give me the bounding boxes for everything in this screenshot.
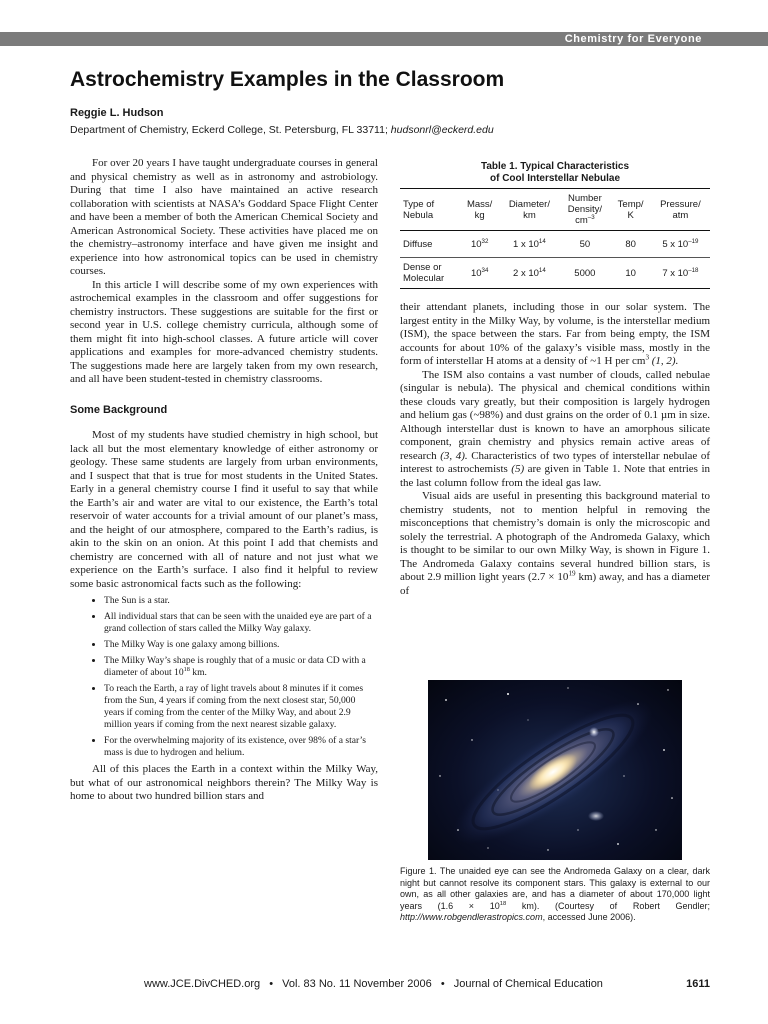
nebulae-table <box>400 188 710 289</box>
cell-mass: $10^{34}$ <box>470 266 489 279</box>
table-caption <box>400 161 710 185</box>
col-header-type: Type of Nebula <box>400 189 460 231</box>
footer-url[interactable]: www.JCE.DivCHED.org <box>144 978 261 990</box>
list-item: • The Milky Way is one galaxy among billions. <box>104 639 378 651</box>
col-header-temp: Temp/ K <box>610 189 650 231</box>
col-header-density: Number Density/ $cm^{-3}$ <box>559 189 610 231</box>
cell-pressure: 5 x $10^{-19}$ <box>651 231 710 258</box>
list-item: • For the overwhelming majority of its existence, over 98% of a star’s mass is due to hydrogen and helium. <box>104 735 378 759</box>
table-caption-line: of Cool Interstellar Nebulae <box>489 173 621 184</box>
cell-diameter: 2 x $10^{14}$ <box>513 266 546 279</box>
cell-mass: $10^{32}$ <box>460 231 500 258</box>
list-item: • To reach the Earth, a ray of light travels about 8 minutes if it comes from the Sun, 4 years if coming from the next closest star, 50,000 years if coming from the center of the Milky Way, and about 2.9 million years if coming from the next nearest sizable galaxy. <box>104 683 378 731</box>
col-header-diameter: Diameter/ km <box>500 189 560 231</box>
page-footer <box>144 978 710 990</box>
cell-type: Dense or Molecular <box>403 262 445 284</box>
page-number: 1611 <box>686 978 710 990</box>
footer-journal: Journal of Chemical Education <box>453 978 603 990</box>
affiliation-text: Department of Chemistry, Eckerd College, St. Petersburg, FL 33711; <box>70 124 391 136</box>
right-column <box>400 301 710 598</box>
author-affiliation <box>70 124 494 136</box>
author-email[interactable]: hudsonrl@eckerd.edu <box>390 124 494 136</box>
footer-separator: • <box>440 978 445 990</box>
list-item: • All individual stars that can be seen with the unaided eye are part of a grand collection of stars called the Milky Way galaxy. <box>104 611 378 635</box>
nebulae-paragraph: The ISM also contains a vast number of clouds, called nebulae (singular is nebula). The physical and chemical conditions within these clouds vary greatly, but their composition is largely hydrogen and helium gas (~98%) and dust grains on the order of 0.1 µm in size. Although interstellar dust is known to have an amorphous silicate component, grain chemistry and physics remain active areas of research (3, 4). Characteristics of two types of interstellar nebulae of interest to astrochemists (5) are given in Table 1. Note that entries in the last column follow from the ideal gas law. <box>400 368 711 489</box>
intro-paragraph-1: For over 20 years I have taught undergraduate courses in general and physical chemistry as well as in astronomy and astrobiology. During that time I also have maintained an active research collaboration with scientists at NASA’s Goddard Space Flight Center and have been a member of both the American Chemical Society and American Astronomical Society. These activities have placed me on the chemistry–astronomy interface and have given me insight and experience into how astronomical topics can be used in chemistry courses. <box>70 157 378 277</box>
list-item <box>104 655 378 679</box>
footer-separator: • <box>269 978 274 990</box>
section-header-bar <box>0 32 768 46</box>
section-label: Chemistry for Everyone <box>564 33 702 45</box>
cell-pressure: 7 x $10^{-18}$ <box>662 266 699 279</box>
table-caption-line: Table 1. Typical Characteristics <box>480 161 630 172</box>
figure-caption: Figure 1. The unaided eye can see the Andromeda Galaxy on a clear, dark night but cannot resolve its component stars. This galaxy is external to our own, as all other galaxies are, and has a diameter of about 170,000 light years ($1.6 \times 10^{18}$ km). (Courtesy of Robert Gendler; http://www.robgendlerastropics.com, accessed June 2006). <box>400 866 710 922</box>
cell-temp: 10 <box>625 267 636 279</box>
table-row <box>400 231 710 258</box>
cell-type: Diffuse <box>400 231 460 258</box>
article-title: Astrochemistry Examples in the Classroom <box>70 68 505 91</box>
cell-density: 5000 <box>574 267 596 279</box>
table-row <box>400 258 710 289</box>
galaxy-illustration <box>428 680 682 860</box>
left-column <box>70 157 378 804</box>
cell-diameter: 1 x $10^{14}$ <box>500 231 560 258</box>
facts-list <box>70 595 378 759</box>
citation: (5) <box>511 463 525 475</box>
andromeda-galaxy-image <box>428 680 682 860</box>
author-name: Reggie L. Hudson <box>70 107 164 119</box>
col-header-mass: Mass/ kg <box>460 189 500 231</box>
list-item-text: The Milky Way’s shape is roughly that of a music or data CD with a diameter of about 10 <box>104 655 366 678</box>
cell-temp: 80 <box>610 231 650 258</box>
table-header-row <box>400 189 710 231</box>
context-paragraph: All of this places the Earth in a context within the Milky Way, but what of our astronomical neighbors therein? The Milky Way is home to about two hundred billion stars and <box>70 763 378 802</box>
citation: (3, 4). <box>440 449 468 462</box>
superscript: 18 <box>183 665 190 673</box>
citation: (1, 2). <box>651 355 679 367</box>
visual-aids-paragraph: Visual aids are useful in presenting this background material to chemistry students, not to mention helpful in removing the misconceptions that chemistry’s domain is only the microscopic and solely the terrestrial. A photograph of the Andromeda Galaxy, which is thought to be similar to our own Milky Way, is shown in Figure 1. The Andromeda Galaxy contains several hundred billion stars, is about 2.9 million light years ($2.7 \times 10^{19}$ km) away, and has a diameter of <box>400 490 710 597</box>
intro-paragraph-2: In this article I will describe some of my own experiences with astrochemical examples in the classroom and offer suggestions for chemistry instructors. These suggestions are suitable for the first or second year in U.S. college chemistry curricula, although some of them might fit into high-school classes. A future article will cover applications and examples for more-advanced chemistry students. The suggestions made here are largely taken from my own research, and all have been student-tested in chemistry classrooms. <box>70 278 378 385</box>
cell-density: 50 <box>559 231 610 258</box>
list-item-text: km. <box>189 667 207 678</box>
background-paragraph: Most of my students have studied chemistry in high school, but lack all but the most elementary knowledge of either astronomy or geology. These same students are largely from urban environments, and I suspect that that is true for most students in the United States. Early in a general chemistry course I find it useful to say that while the Earth’s air and water are vital to our existence, the Earth’s total reservoir of water accounts for a trivial amount of our planet’s mass, and the height of our atmosphere, compared to the Earth’s radius, is akin to the skin on an onion. At this point I add that chemists and chemistry are concerned with all of nature and not just what we experience on the Earth’s surface. I also find it helpful to review some basic astronomical facts such as the following: <box>70 429 378 590</box>
col-header-pressure: Pressure/ atm <box>651 189 710 231</box>
figure-credit-url[interactable]: http://www.robgendlerastropics.com <box>400 912 543 922</box>
section-heading: Some Background <box>70 403 168 416</box>
footer-volume: Vol. 83 No. 11 November 2006 <box>282 978 432 990</box>
list-item: • The Sun is a star. <box>104 595 378 607</box>
ism-paragraph: their attendant planets, including those in our solar system. The largest entity in the Milky Way, by volume, is the interstellar medium (ISM), the space between the stars. Far from being empty, the ISM accounts for about 10% of the galaxy’s visible mass, mostly in the form of interstellar H atoms at a density of ~1 H per $cm^3$ (1, 2). <box>400 301 710 367</box>
